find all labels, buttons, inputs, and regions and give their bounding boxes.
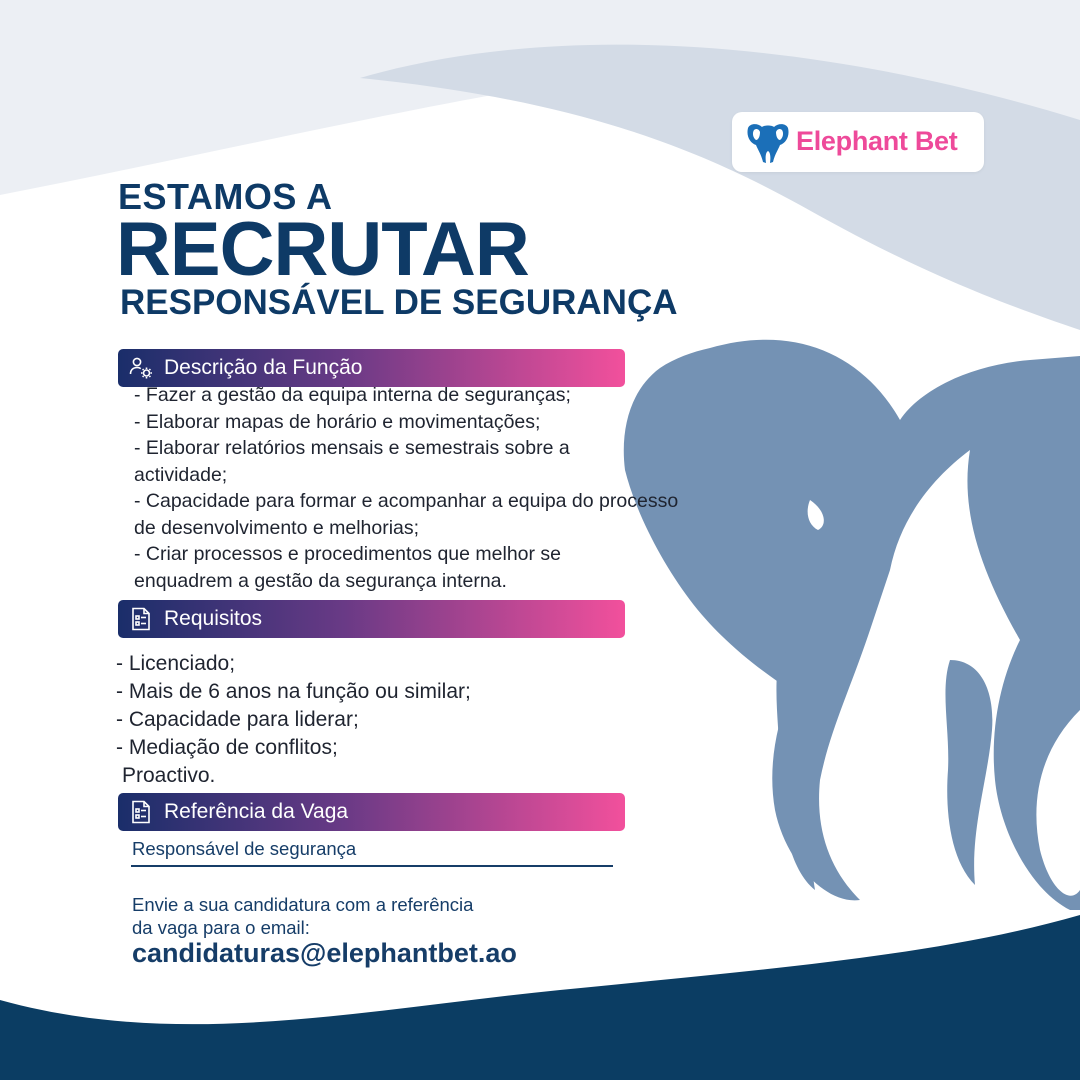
brand-name: Elephant Bet — [796, 126, 958, 156]
brand-logo — [732, 112, 984, 172]
list-item: - Licenciado; — [116, 652, 236, 675]
list-item: Proactivo. — [122, 764, 216, 787]
list-item: - Elaborar mapas de horário e movimentações; — [134, 410, 541, 433]
list-item: - Capacidade para liderar; — [116, 708, 359, 731]
headline-line-2: RECRUTAR — [116, 207, 529, 292]
section-title-description: Descrição da Função — [164, 356, 363, 379]
reference-underline — [131, 865, 613, 867]
document-checklist-icon — [128, 799, 154, 825]
list-item: - Capacidade para formar e acompanhar a equipa do processo de desenvolvimento e melhorias; — [134, 490, 679, 539]
list-item: - Fazer a gestão da equipa interna de seguranças; — [134, 384, 571, 406]
list-item: - Criar processos e procedimentos que melhor se enquadrem a gestão da segurança interna. — [134, 543, 562, 592]
list-item: - Elaborar relatórios mensais e semestrais sobre a actividade; — [134, 437, 570, 486]
elephant-head-icon — [744, 118, 792, 166]
list-item: - Mediação de conflitos; — [116, 736, 338, 759]
section-title-requirements: Requisitos — [164, 607, 263, 630]
requirements-list — [116, 650, 471, 790]
application-email-link[interactable]: candidaturas@elephantbet.ao — [132, 938, 517, 968]
document-checklist-icon — [128, 606, 154, 632]
apply-instructions: Envie a sua candidatura com a referência da vaga para o email: — [132, 894, 474, 938]
description-list — [134, 382, 704, 594]
job-reference-value: Responsável de segurança — [132, 838, 357, 859]
job-title: RESPONSÁVEL DE SEGURANÇA — [120, 283, 678, 322]
section-header-reference — [118, 793, 625, 831]
section-header-requirements — [118, 600, 625, 638]
people-settings-icon — [128, 355, 154, 381]
list-item: - Mais de 6 anos na função ou similar; — [116, 680, 471, 703]
section-title-reference: Referência da Vaga — [164, 800, 349, 823]
headline-line-1: ESTAMOS A — [118, 176, 333, 217]
